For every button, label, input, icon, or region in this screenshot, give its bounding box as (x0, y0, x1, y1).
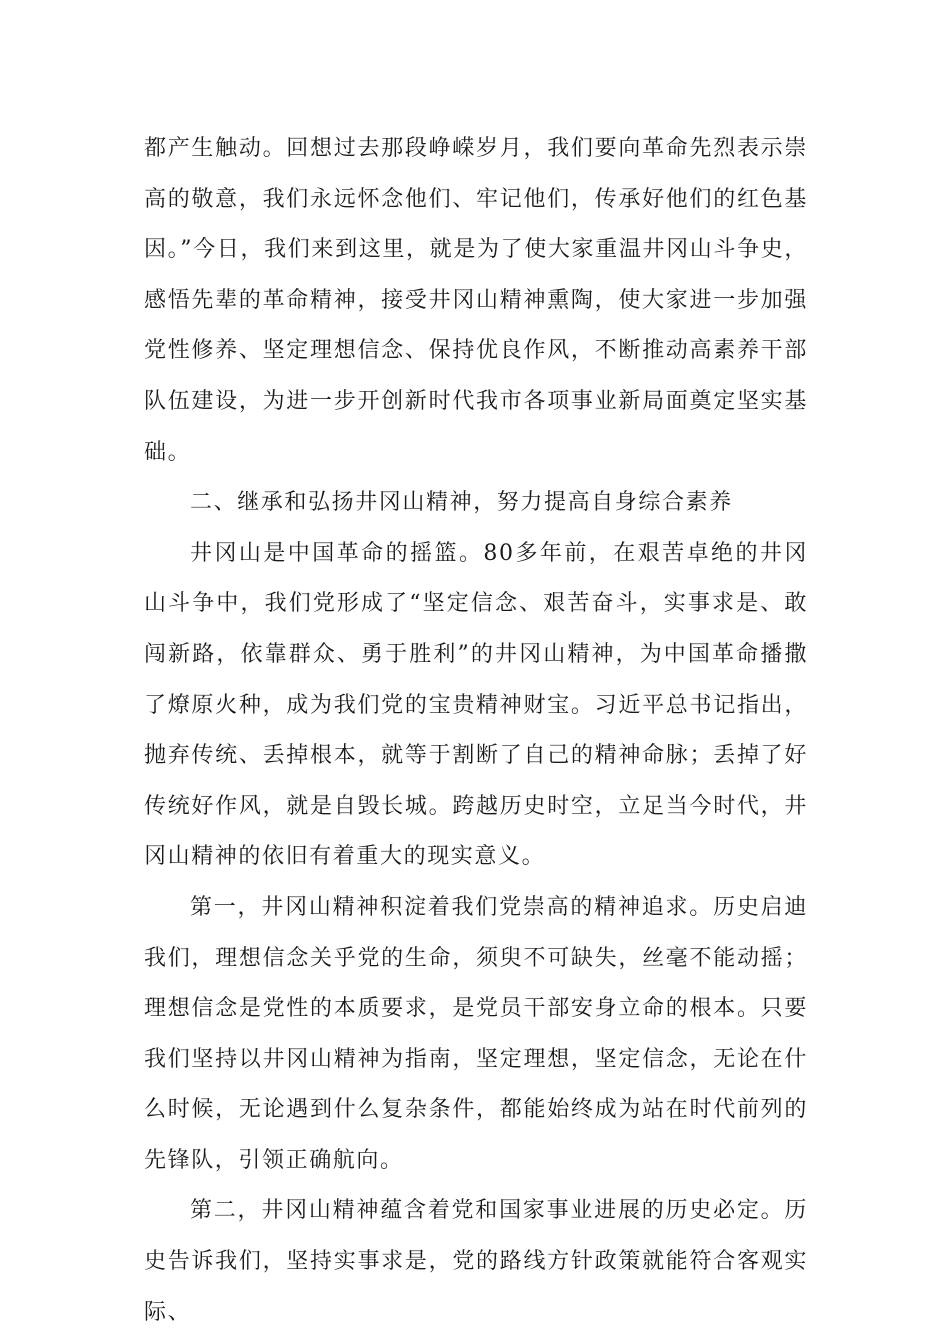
paragraph-point-one: 第一，井冈山精神积淀着我们党崇高的精神追求。历史启迪我们，理想信念关乎党的生命，须臾不可缺失，丝毫不能动摇；理想信念是党性的本质要求，是党员干部安身立命的根本。只要我们坚持以井冈山精神为指南，坚定理想，坚定信念，无论在什么时候，无论遇到什么复杂条件，都能始终成为站在时代前列的先锋队，引领正确航向。 (144, 894, 808, 1173)
document-body (144, 124, 808, 1338)
paragraph-continuation: 都产生触动。回想过去那段峥嵘岁月，我们要向革命先烈表示崇高的敬意，我们永远怀念他们、牢记他们，传承好他们的红色基因。”今日，我们来到这里，就是为了使大家重温井冈山斗争史，感悟先辈的革命精神，接受井冈山精神熏陶，使大家进一步加强党性修养、坚定理想信念、保持优良作风，不断推动高素养干部队伍建设，为进一步开创新时代我市各项事业新局面奠定坚实基础。 (144, 136, 808, 465)
paragraph-jinggangshan-intro: 井冈山是中国革命的摇篮。80多年前，在艰苦卓绝的井冈山斗争中，我们党形成了“坚定信念、艰苦奋斗，实事求是、敢闯新路，依靠群众、勇于胜利”的井冈山精神，为中国革命播撒了燎原火种，成为我们党的宝贵精神财宝。习近平总书记指出，抛弃传统、丢掉根本，就等于割断了自己的精神命脉；丢掉了好传统好作风，就是自毁长城。跨越历史时空，立足当今时代，井冈山精神的依旧有着重大的现实意义。 (144, 540, 808, 870)
section-heading: 二、继承和弘扬井冈山精神，努力提高自身综合素养 (190, 490, 733, 516)
paragraph-point-two: 第二，井冈山精神蕴含着党和国家事业进展的历史必定。历史告诉我们，坚持实事求是，党的路线方针政策就能符合客观实际、 (144, 1198, 808, 1325)
